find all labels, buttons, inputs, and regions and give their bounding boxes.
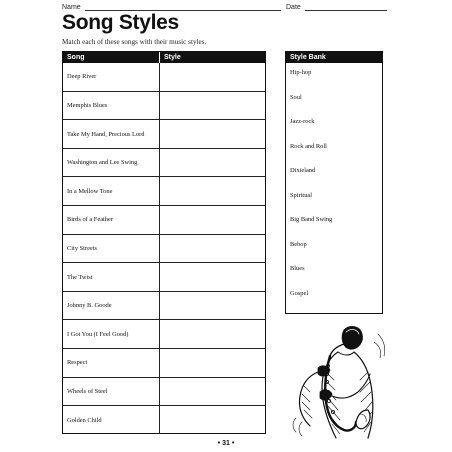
style-bank-item: Jazz-rock <box>290 118 315 125</box>
page-number: • 31 • <box>217 440 235 447</box>
style-bank-item: Big Band Swing <box>290 216 333 223</box>
style-bank-item: Gospel <box>290 289 309 297</box>
date-field[interactable] <box>286 4 387 11</box>
style-answer-cell[interactable] <box>160 378 265 406</box>
style-bank-item: Blues <box>290 265 305 272</box>
song-column-header: Song <box>63 52 160 63</box>
table-row <box>63 63 265 91</box>
date-label: Date <box>286 4 301 11</box>
page-title: Song Styles <box>62 11 179 34</box>
style-answer-cell[interactable] <box>160 149 265 177</box>
table-row <box>63 319 265 348</box>
style-bank-list <box>286 63 382 313</box>
instructions-text: Match each of these songs with their music styles. <box>62 38 207 46</box>
song-title-cell: Birds of a Feather <box>63 206 160 234</box>
style-answer-cell[interactable] <box>160 292 265 320</box>
saxophone-player-illustration <box>288 322 386 440</box>
song-title-cell: Take My Hand, Precious Lord <box>63 120 160 148</box>
style-column-header: Style <box>164 54 181 61</box>
style-answer-cell[interactable] <box>160 235 265 263</box>
table-row <box>63 91 265 120</box>
table-row <box>63 119 265 148</box>
table-row <box>63 348 265 377</box>
song-title-cell: City Streets <box>63 235 160 263</box>
style-answer-cell[interactable] <box>160 177 265 205</box>
style-answer-cell[interactable] <box>160 349 265 377</box>
style-bank-item: Rock and Roll <box>290 142 327 150</box>
song-table <box>62 51 266 434</box>
song-title-cell: Respect <box>63 349 160 377</box>
table-row <box>63 176 265 205</box>
style-bank-item: Dixieland <box>290 167 316 174</box>
song-title-cell: In a Mellow Tone <box>63 177 160 205</box>
table-row <box>63 234 265 263</box>
song-title-cell: The Twist <box>63 263 160 291</box>
style-answer-cell[interactable] <box>160 63 265 91</box>
song-title-cell: Wheels of Steel <box>63 378 160 406</box>
style-answer-cell[interactable] <box>160 263 265 291</box>
song-title-cell: Deep River <box>63 63 160 91</box>
style-bank-item: Soul <box>290 93 302 101</box>
table-row <box>63 405 265 434</box>
song-title-cell: Memphis Blues <box>63 92 160 120</box>
name-field[interactable] <box>62 4 281 11</box>
table-row <box>63 377 265 406</box>
style-answer-cell[interactable] <box>160 92 265 120</box>
style-answer-cell[interactable] <box>160 206 265 234</box>
style-bank-item: Bebop <box>290 240 307 248</box>
style-bank-item: Spiritual <box>290 191 313 199</box>
song-title-cell: Johnny B. Goode <box>63 292 160 320</box>
date-underline <box>305 5 387 11</box>
style-bank <box>285 51 383 314</box>
table-row <box>63 291 265 320</box>
song-title-cell: Washington and Lee Swing <box>63 149 160 177</box>
table-row <box>63 148 265 177</box>
style-bank-item: Hip-hop <box>290 69 312 76</box>
style-answer-cell[interactable] <box>160 320 265 348</box>
style-bank-title: Style Bank <box>286 52 382 63</box>
table-row <box>63 262 265 291</box>
name-label: Name <box>62 4 81 11</box>
song-table-header <box>63 52 265 63</box>
table-row <box>63 205 265 234</box>
song-title-cell: Golden Child <box>63 406 160 434</box>
song-title-cell: I Got You (I Feel Good) <box>63 320 160 348</box>
song-table-body <box>63 63 265 434</box>
style-answer-cell[interactable] <box>160 406 265 434</box>
style-answer-cell[interactable] <box>160 120 265 148</box>
